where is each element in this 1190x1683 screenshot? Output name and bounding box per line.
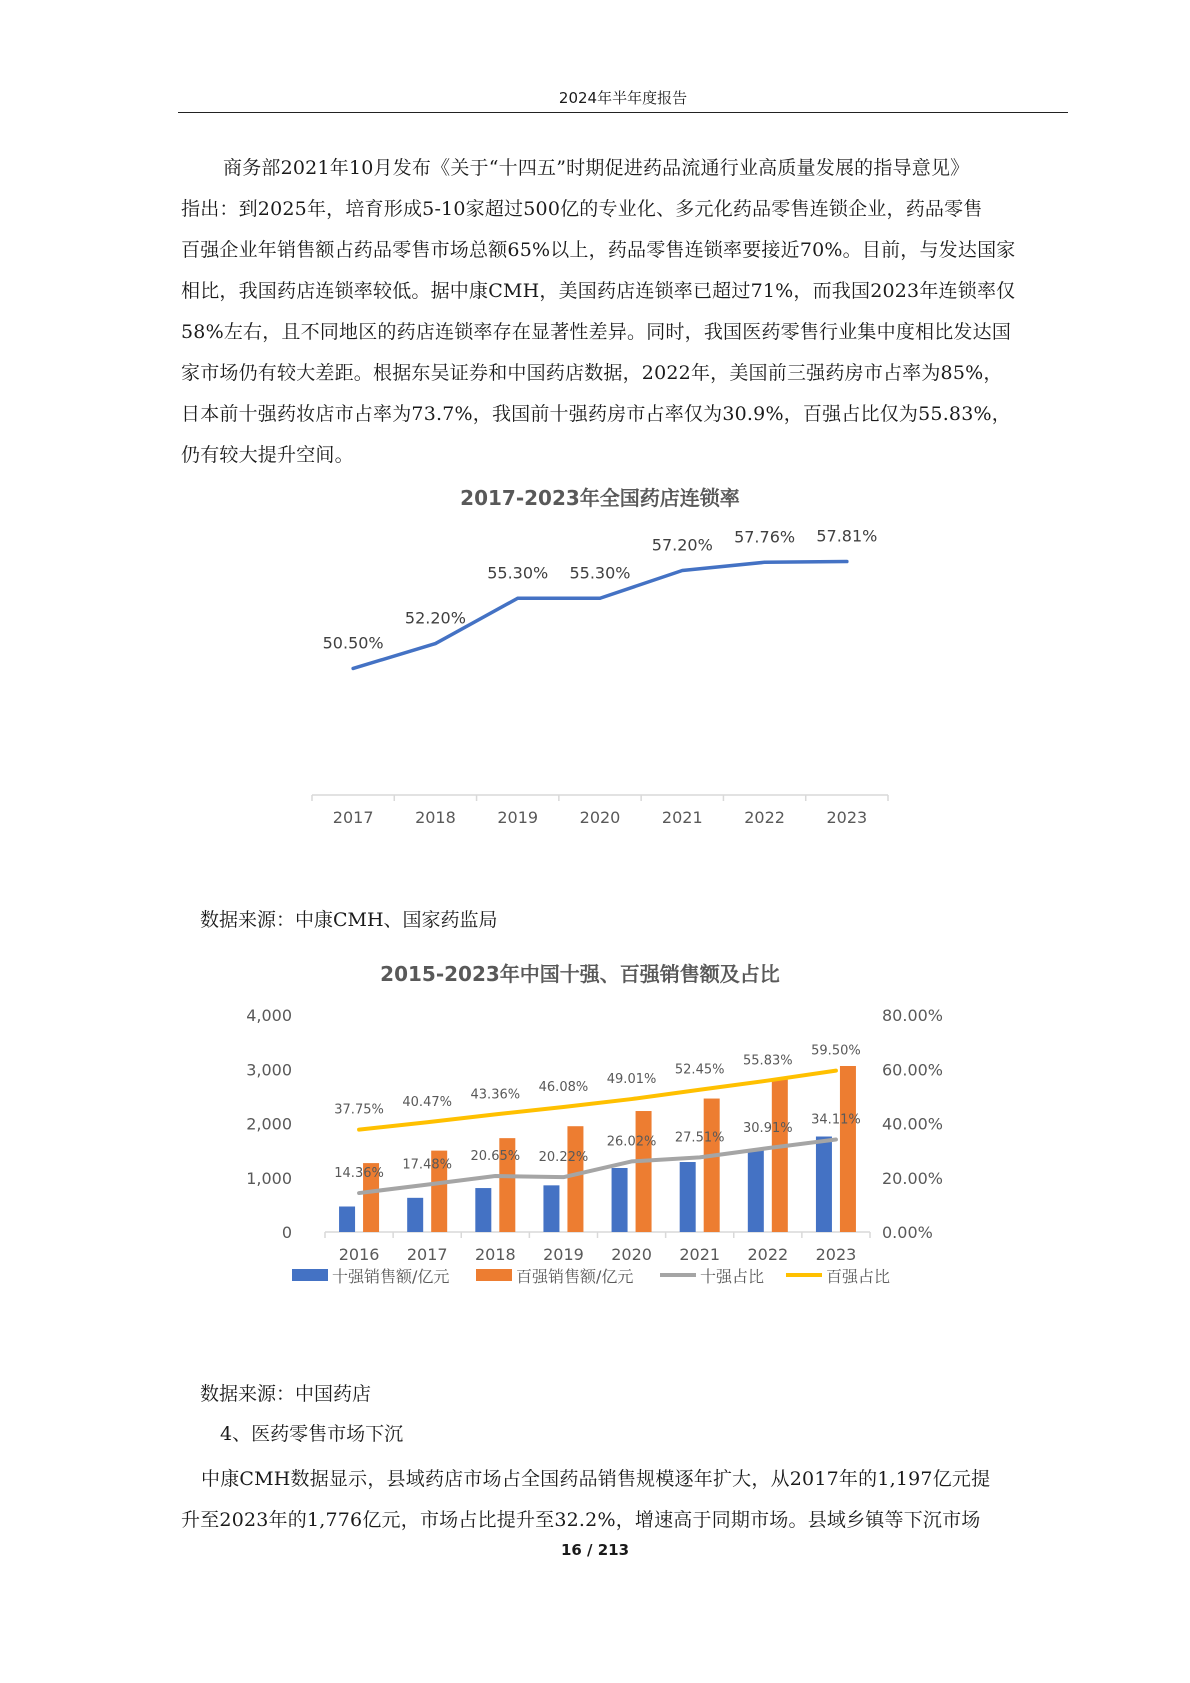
data-label: 52.20% xyxy=(404,608,466,628)
top10-sales-bar xyxy=(407,1198,423,1232)
data-label: 52.45% xyxy=(674,1062,725,1078)
data-label: 55.30% xyxy=(569,563,631,583)
y-left-tick-label: 4,000 xyxy=(246,1006,292,1025)
chart-title: 2017-2023年全国药店连锁率 xyxy=(460,486,740,510)
data-point xyxy=(352,667,355,670)
paragraph-line: 指出：到2025年，培育形成5-10家超过500亿的专业化、多元化药品零售连锁企业，药品零售 xyxy=(181,198,983,220)
data-label: 30.91% xyxy=(743,1121,793,1137)
data-label: 40.47% xyxy=(402,1095,452,1111)
page-number: 16 / 213 xyxy=(560,1541,630,1559)
x-tick-label: 2023 xyxy=(826,808,868,827)
data-label: 26.02% xyxy=(606,1134,657,1150)
paragraph-2 xyxy=(181,1459,1071,1541)
data-label: 57.81% xyxy=(816,526,878,546)
data-label: 57.20% xyxy=(651,535,713,555)
paragraph-line: 百强企业年销售额占药品零售市场总额65%以上，药品零售连锁率要接近70%。目前，与发达国家 xyxy=(181,239,1016,261)
top100-sales-bar xyxy=(840,1066,856,1232)
paragraph-line: 日本前十强药妆店市占率为73.7%，我国前十强药房市占率仅为30.9%，百强占比仅为55.83%， xyxy=(181,403,1011,425)
top100-sales-bar xyxy=(704,1099,720,1232)
x-tick-label: 2019 xyxy=(497,808,539,827)
chart-title: 2015-2023年中国十强、百强销售额及占比 xyxy=(380,962,780,986)
top10-sales-bar xyxy=(475,1188,491,1232)
section-title: 4、医药零售市场下沉 xyxy=(220,1423,404,1445)
paragraph-line: 家市场仍有较大差距。根据东吴证券和中国药店数据，2022年，美国前三强药房市占率为85%， xyxy=(181,362,1003,384)
y-left-tick-label: 2,000 xyxy=(246,1114,292,1134)
data-point xyxy=(681,569,684,572)
x-tick-label: 2022 xyxy=(747,1245,789,1264)
data-label: 55.83% xyxy=(743,1053,793,1069)
x-tick-label: 2017 xyxy=(406,1245,448,1264)
x-tick-label: 2023 xyxy=(815,1245,857,1264)
y-right-tick-label: 0.00% xyxy=(882,1223,933,1242)
data-label: 27.51% xyxy=(674,1130,725,1146)
top10-sales-bar xyxy=(748,1149,764,1232)
top10-sales-bar xyxy=(612,1168,628,1232)
top100-sales-bar xyxy=(567,1126,583,1232)
paragraph-line: 升至2023年的1,776亿元，市场占比提升至32.2%，增速高于同期市场。县域乡镇等下沉市场 xyxy=(181,1509,981,1531)
y-right-tick-label: 20.00% xyxy=(882,1168,944,1188)
data-label: 43.36% xyxy=(470,1087,521,1103)
top10-sales-bar xyxy=(680,1162,696,1232)
data-point xyxy=(599,597,602,600)
paragraph-line: 中康CMH数据显示，县域药店市场占全国药品销售规模逐年扩大，从2017年的1,197亿元提 xyxy=(201,1468,991,1490)
legend-swatch xyxy=(292,1269,328,1281)
data-label: 20.22% xyxy=(538,1150,589,1166)
chain-rate-chart xyxy=(300,480,960,900)
data-label: 34.11% xyxy=(811,1112,861,1128)
x-tick-label: 2020 xyxy=(579,808,621,827)
data-label: 59.50% xyxy=(811,1043,861,1059)
source-note-1: 数据来源：中康CMH、国家药监局 xyxy=(200,909,498,931)
top10-sales-bar xyxy=(543,1185,559,1232)
data-label: 17.48% xyxy=(402,1157,452,1173)
y-left-tick-label: 3,000 xyxy=(246,1060,292,1080)
chain-rate-chart-svg xyxy=(300,480,960,900)
paragraph-1 xyxy=(181,148,1071,476)
x-tick-label: 2020 xyxy=(611,1245,652,1264)
top10-sales-bar xyxy=(816,1137,832,1232)
data-label: 55.30% xyxy=(487,563,549,583)
paragraph-line: 仍有较大提升空间。 xyxy=(181,444,354,466)
data-label: 50.50% xyxy=(322,633,384,653)
data-point xyxy=(845,560,848,563)
data-point xyxy=(516,597,519,600)
x-tick-label: 2017 xyxy=(332,808,374,827)
x-tick-label: 2018 xyxy=(415,808,456,827)
data-point xyxy=(434,642,437,645)
legend-label: 百强占比 xyxy=(826,1267,891,1286)
x-tick-label: 2018 xyxy=(474,1245,516,1264)
data-label: 37.75% xyxy=(334,1102,384,1118)
legend-label: 十强销售额/亿元 xyxy=(332,1267,450,1286)
top100-sales-bar xyxy=(772,1080,788,1232)
paragraph-line: 58%左右，且不同地区的药店连锁率存在显著性差异。同时，我国医药零售行业集中度相比发达国 xyxy=(181,321,1012,343)
y-right-tick-label: 60.00% xyxy=(882,1060,944,1080)
source-note-2: 数据来源：中国药店 xyxy=(200,1383,372,1405)
page-header: 2024年半年度报告 xyxy=(178,84,1068,113)
data-label: 46.08% xyxy=(538,1080,589,1096)
x-tick-label: 2019 xyxy=(543,1245,584,1264)
x-tick-label: 2021 xyxy=(679,1245,721,1264)
y-left-tick-label: 1,000 xyxy=(246,1168,292,1188)
legend-label: 百强销售额/亿元 xyxy=(516,1267,634,1286)
legend-label: 十强占比 xyxy=(700,1267,765,1286)
data-label: 20.65% xyxy=(470,1148,521,1164)
x-tick-label: 2016 xyxy=(338,1245,380,1264)
data-label: 14.36% xyxy=(334,1166,384,1182)
top100-sales-bar xyxy=(636,1111,652,1232)
legend-swatch xyxy=(476,1269,512,1281)
top10-sales-bar xyxy=(339,1207,355,1232)
data-label: 57.76% xyxy=(734,527,796,547)
y-right-tick-label: 40.00% xyxy=(882,1114,944,1134)
y-right-tick-label: 80.00% xyxy=(882,1006,944,1025)
top-sales-chart xyxy=(240,955,1040,1355)
x-tick-label: 2022 xyxy=(744,808,785,827)
paragraph-line: 商务部2021年10月发布《关于“十四五”时期促进药品流通行业高质量发展的指导意见》 xyxy=(223,157,970,179)
top-sales-chart-svg xyxy=(240,955,1040,1355)
paragraph-line: 相比，我国药店连锁率较低。据中康CMH，美国药店连锁率已超过71%，而我国2023年连锁率仅 xyxy=(181,280,1016,302)
x-tick-label: 2021 xyxy=(661,808,703,827)
data-label: 49.01% xyxy=(606,1072,657,1088)
data-point xyxy=(763,561,766,564)
y-left-tick-label: 0 xyxy=(281,1223,292,1242)
